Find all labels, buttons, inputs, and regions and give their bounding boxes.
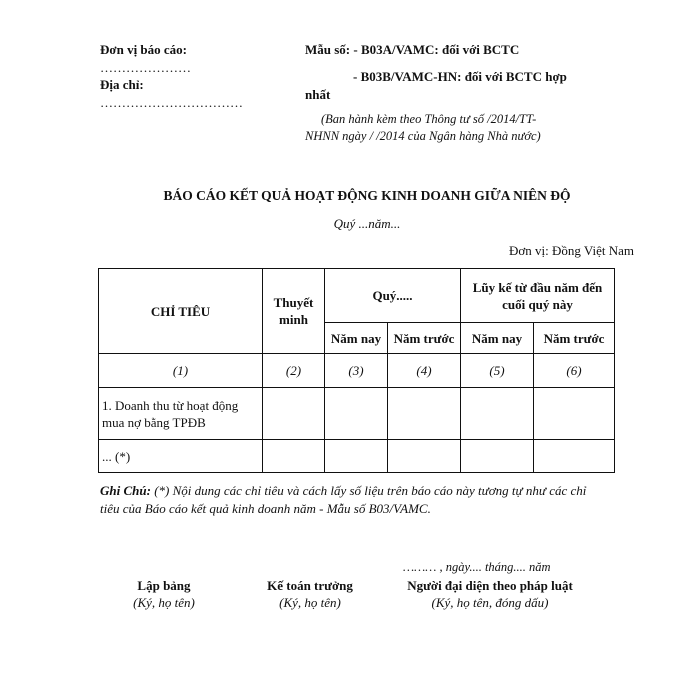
- date-line: ……… , ngày.... tháng.... năm: [403, 560, 551, 574]
- header-accumulated: Lũy kế từ đầu năm đến cuối quý này: [461, 269, 615, 323]
- col-number-2: (2): [263, 354, 325, 388]
- row-other-q-this: [325, 440, 388, 473]
- currency-unit: Đơn vị: Đồng Việt Nam: [508, 243, 634, 258]
- col-number-4: (4): [388, 354, 461, 388]
- row-revenue-q-last: [388, 388, 461, 440]
- note-label: Ghi Chú:: [100, 483, 151, 498]
- row-other-a-this: [461, 440, 534, 473]
- unit-dots: …………………: [100, 60, 191, 75]
- representative-title: Người đại diện theo pháp luật: [407, 578, 573, 593]
- col-number-3: (3): [325, 354, 388, 388]
- signature-accountant: [267, 577, 353, 611]
- header-quarter-last-year: Năm trước: [388, 323, 461, 354]
- note-text-line2: tiêu của Báo cáo kết quả kinh doanh năm - Mẫu số B03/VAMC.: [100, 501, 431, 516]
- header-accum-last-year: Năm trước: [534, 323, 615, 354]
- row-revenue-a-last: [534, 388, 615, 440]
- form-number-line1: Mẫu số: - B03A/VAMC: đối với BCTC: [305, 42, 520, 57]
- signature-representative: [407, 577, 573, 611]
- row-other-label: ... (*): [99, 440, 263, 473]
- row-other-a-last: [534, 440, 615, 473]
- circular-line1: (Ban hành kèm theo Thông tư số /2014/TT-: [321, 112, 537, 126]
- form-number-line2: - B03B/VAMC-HN: đối với BCTC hợp: [353, 69, 567, 84]
- note-text-line1: (*) Nội dung các chỉ tiêu và cách lấy số liệu trên báo cáo này tương tự như các chỉ: [150, 483, 587, 498]
- representative-sign-note: (Ký, họ tên, đóng dấu): [431, 595, 549, 610]
- preparer-title: Lập bảng: [137, 578, 191, 593]
- row-revenue-q-this: [325, 388, 388, 440]
- row-revenue-label: 1. Doanh thu từ hoạt động mua nợ bằng TPĐB: [99, 388, 263, 440]
- address-label: Địa chỉ:: [100, 77, 144, 92]
- row-revenue-note: [263, 388, 325, 440]
- address-dots: ……………………………: [100, 95, 243, 110]
- form-number-line2-cont: nhất: [305, 87, 331, 102]
- row-other-q-last: [388, 440, 461, 473]
- col-number-6: (6): [534, 354, 615, 388]
- circular-line2: NHNN ngày / /2014 của Ngân hàng Nhà nước): [305, 129, 541, 143]
- header-indicator: CHỈ TIÊU: [99, 269, 263, 354]
- col-number-5: (5): [461, 354, 534, 388]
- report-title: BÁO CÁO KẾT QUẢ HOẠT ĐỘNG KINH DOANH GIỮA NIÊN ĐỘ: [163, 188, 571, 203]
- income-statement-table: [98, 268, 615, 473]
- col-number-1: (1): [99, 354, 263, 388]
- note-line1: [100, 483, 586, 499]
- header-accum-this-year: Năm nay: [461, 323, 534, 354]
- header-quarter: Quý.....: [325, 269, 461, 323]
- unit-label: Đơn vị báo cáo:: [100, 42, 188, 57]
- report-period: Quý ...năm...: [333, 216, 401, 231]
- preparer-sign-note: (Ký, họ tên): [133, 595, 195, 610]
- accountant-sign-note: (Ký, họ tên): [279, 595, 341, 610]
- header-quarter-this-year: Năm nay: [325, 323, 388, 354]
- signature-preparer: [133, 577, 195, 611]
- header-note: Thuyết minh: [263, 269, 325, 354]
- accountant-title: Kế toán trưởng: [267, 578, 353, 593]
- row-other-note: [263, 440, 325, 473]
- row-revenue-a-this: [461, 388, 534, 440]
